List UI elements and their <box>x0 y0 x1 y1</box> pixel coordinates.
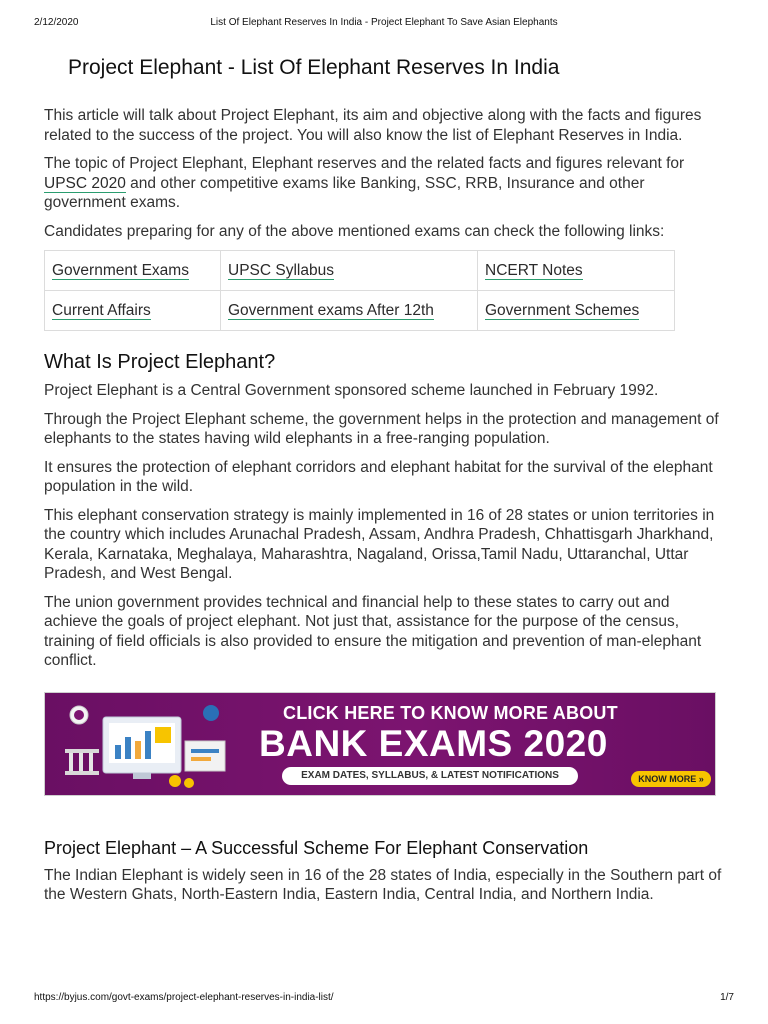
table-cell <box>478 291 675 331</box>
print-footer <box>34 992 734 1006</box>
section-heading-what-is: What Is Project Elephant? <box>44 351 276 373</box>
section2-paragraph-1: The Indian Elephant is widely seen in 16 of the 28 states of India, especially in the Southern part of the Western Ghats, North-Eastern India, Eastern India, Central India, and Northern India. <box>44 866 722 903</box>
current-affairs-link[interactable]: Current Affairs <box>52 301 151 319</box>
page-title: Project Elephant - List Of Elephant Reserves In India <box>68 56 560 79</box>
ncert-notes-link[interactable]: NCERT Notes <box>485 261 583 279</box>
intro-paragraph-2 <box>44 154 724 213</box>
intro-paragraph-1: This article will talk about Project Elephant, its aim and objective along with the facts and figures related to the success of the project. You will also know the list of Elephant Reserves in India. <box>44 107 702 144</box>
table-cell <box>221 251 478 291</box>
intro-text-before: The topic of Project Elephant, Elephant reserves and the related facts and figures relevant for <box>44 155 685 172</box>
article-content <box>44 54 724 914</box>
intro-paragraph-3: Candidates preparing for any of the above mentioned exams can check the following links: <box>44 222 665 240</box>
print-date: 2/12/2020 <box>34 17 79 28</box>
table-row <box>45 251 675 291</box>
section-heading-successful-scheme: Project Elephant – A Successful Scheme For Elephant Conservation <box>44 837 589 858</box>
print-page-number: 1/7 <box>720 992 734 1003</box>
government-exams-after-12th-link[interactable]: Government exams After 12th <box>228 301 434 319</box>
section1-paragraph-2: Through the Project Elephant scheme, the government helps in the protection and management of elephants to the states having wild elephants in a free-ranging population. <box>44 410 719 447</box>
table-cell <box>221 291 478 331</box>
banner-subtitle-strip: EXAM DATES, SYLLABUS, & LATEST NOTIFICATIONS <box>282 767 578 785</box>
know-more-button[interactable]: KNOW MORE » <box>631 771 711 787</box>
exam-links-table <box>44 250 675 331</box>
table-cell <box>45 251 221 291</box>
print-page-title: List Of Elephant Reserves In India - Project Elephant To Save Asian Elephants <box>210 17 558 28</box>
banner-title: BANK EXAMS 2020 <box>259 722 608 764</box>
print-header <box>34 17 734 31</box>
section1-paragraph-5: The union government provides technical and financial help to these states to carry out and achieve the goals of project elephant. Not just that, assistance for the purpose of the census, training of field officials is also provided to ensure the mitigation and prevention of man-elephant conflict. <box>44 593 702 669</box>
intro-text-after: and other competitive exams like Banking, SSC, RRB, Insurance and other government exams. <box>44 174 645 211</box>
government-schemes-link[interactable]: Government Schemes <box>485 301 640 319</box>
section1-paragraph-4: This elephant conservation strategy is mainly implemented in 16 of 28 states or union territories in the country which includes Arunachal Pradesh, Assam, Andhra Pradesh, Chhattisgarh Jharkhand, Kerala, Karnataka, Meghalaya, Maharashtra, Nagaland, Orissa,Tamil Nadu, Uttaranchal, Uttar Pradesh, and West Bengal. <box>44 506 715 582</box>
government-exams-link[interactable]: Government Exams <box>52 261 189 279</box>
section1-paragraph-3: It ensures the protection of elephant corridors and elephant habitat for the survival of the elephant population in the wild. <box>44 458 713 495</box>
table-row <box>45 291 675 331</box>
bank-illustration-icon <box>63 701 233 789</box>
banner-headline: CLICK HERE TO KNOW MORE ABOUT <box>283 702 618 723</box>
table-cell <box>478 251 675 291</box>
bank-exams-banner[interactable] <box>44 692 716 796</box>
print-url: https://byjus.com/govt-exams/project-elephant-reserves-in-india-list/ <box>34 992 334 1003</box>
section1-paragraph-1: Project Elephant is a Central Government sponsored scheme launched in February 1992. <box>44 382 659 399</box>
upsc-2020-link[interactable]: UPSC 2020 <box>44 174 126 192</box>
upsc-syllabus-link[interactable]: UPSC Syllabus <box>228 261 334 279</box>
table-cell <box>45 291 221 331</box>
